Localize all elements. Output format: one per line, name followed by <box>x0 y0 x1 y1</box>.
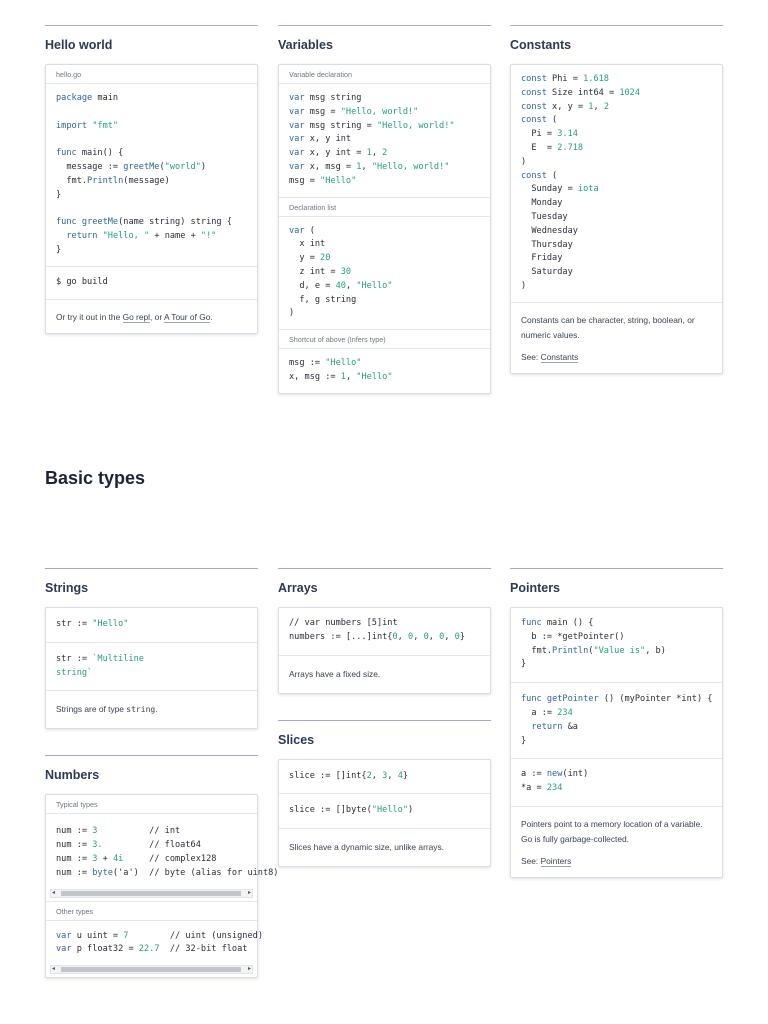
column-right <box>510 568 723 904</box>
horizontal-scrollbar[interactable] <box>50 965 253 974</box>
card-title: Arrays <box>278 568 491 603</box>
code-block <box>279 84 490 197</box>
code-panel <box>278 607 491 694</box>
code-line: const Size int64 = 1024 <box>521 87 641 98</box>
code-line: } <box>56 189 62 200</box>
constants-link[interactable]: Constants <box>540 351 579 362</box>
code-line: var x, y int <box>289 134 352 145</box>
code-line: msg = "Hello" <box>289 175 357 186</box>
section-heading-basic-types: Basic types <box>45 468 146 488</box>
code-line: Pi = 3.14 <box>521 129 578 140</box>
code-line: ) <box>521 156 527 167</box>
code-line: func main() { <box>56 148 124 159</box>
code-caption: Shortcut of above (Infers type) <box>279 330 490 349</box>
code-line: str := `Multiline <box>56 653 144 664</box>
scrollbar-thumb[interactable] <box>61 967 241 972</box>
code-block <box>46 921 263 966</box>
code-block <box>46 814 279 888</box>
code-line: x, msg := 1, "Hello" <box>289 371 393 382</box>
code-line: Sunday = iota <box>521 184 599 195</box>
shell-command: $ go build <box>56 276 108 287</box>
code-block <box>46 643 257 691</box>
code-block <box>279 760 490 794</box>
card-variables <box>278 25 491 420</box>
scroll-right-icon[interactable]: ▸ <box>247 889 251 896</box>
code-line: Friday <box>521 253 563 264</box>
code-caption: Variable declaration <box>279 65 490 84</box>
code-line: ) <box>521 280 527 291</box>
card-title: Hello world <box>45 25 258 60</box>
card-note: Slices have a dynamic size, unlike arrays. <box>289 842 445 853</box>
code-line: const ( <box>521 115 558 126</box>
code-line: Monday <box>521 198 563 209</box>
card-arrays <box>278 568 491 694</box>
scroll-left-icon[interactable]: ◂ <box>52 966 56 973</box>
card-title: Variables <box>278 25 491 60</box>
code-line: x int <box>289 239 326 250</box>
code-line: Saturday <box>521 267 573 278</box>
code-line: var u uint = 7 // uint (unsigned) <box>56 930 263 941</box>
code-block <box>511 759 722 806</box>
scroll-right-icon[interactable]: ▸ <box>247 966 251 973</box>
code-line: var x, msg = 1, "Hello, world!" <box>289 161 450 172</box>
code-line: var msg string = "Hello, world!" <box>289 120 455 131</box>
code-line: ) <box>289 308 295 319</box>
card-hello-world <box>45 25 258 360</box>
code-line: var msg string <box>289 93 362 103</box>
code-line: slice := []int{2, 3, 4} <box>289 770 409 781</box>
code-panel <box>278 64 491 394</box>
code-line: str := "Hello" <box>56 619 129 629</box>
code-caption: hello.go <box>46 65 257 84</box>
code-line: fmt.Println("Value is", b) <box>521 645 666 656</box>
code-line: const Phi = 1.618 <box>521 74 609 84</box>
code-line: z int = 30 <box>289 266 352 277</box>
code-line: func greetMe(name string) string { <box>56 217 232 228</box>
code-line: import "fmt" <box>56 120 119 131</box>
code-line: package main <box>56 93 119 103</box>
code-line: return "Hello, " + name + "!" <box>66 230 217 241</box>
code-line: string` <box>56 667 93 678</box>
card-note: Strings are of type string. <box>56 704 158 715</box>
code-line <box>56 202 247 216</box>
code-line: slice := []byte("Hello") <box>289 805 414 816</box>
card-title: Constants <box>510 25 723 60</box>
scroll-left-icon[interactable]: ◂ <box>52 889 56 896</box>
go-repl-link[interactable]: Go repl <box>122 312 151 323</box>
code-line: num := 3. // float64 <box>56 840 201 851</box>
code-line: return &a <box>531 721 578 732</box>
tour-of-go-link[interactable]: A Tour of Go <box>164 312 211 323</box>
code-line: } <box>521 735 527 746</box>
code-caption: Other types <box>46 902 257 921</box>
code-line: f, g string <box>289 294 357 305</box>
code-line: Wednesday <box>521 225 578 236</box>
code-line: } <box>56 244 62 255</box>
code-block <box>279 794 490 828</box>
card-strings <box>45 568 258 729</box>
code-line: } <box>521 659 527 670</box>
code-line: const ( <box>521 170 558 181</box>
code-line: numbers := [...]int{0, 0, 0, 0, 0} <box>289 631 466 642</box>
code-line: num := 3 // int <box>56 826 181 837</box>
card-note: Arrays have a fixed size. <box>289 668 381 679</box>
code-line: num := 3 + 4i // complex128 <box>56 853 217 864</box>
code-line: var ( <box>289 225 315 236</box>
code-line: func getPointer () (myPointer *int) { <box>521 694 713 705</box>
code-block <box>511 683 722 758</box>
code-block <box>279 217 490 330</box>
code-line: y = 20 <box>289 253 331 264</box>
code-line: *a = 234 <box>521 783 563 794</box>
code-line: Tuesday <box>521 211 568 222</box>
code-line: E = 2.718 <box>521 142 584 153</box>
code-panel <box>45 607 258 729</box>
code-block <box>46 84 257 266</box>
card-title: Slices <box>278 720 491 755</box>
code-line: // var numbers [5]int <box>289 618 398 628</box>
code-caption: Declaration list <box>279 198 490 217</box>
code-panel <box>45 64 258 334</box>
card-note: Constants can be character, string, boolean, or numeric values. See: Constants <box>521 314 695 362</box>
code-caption: Typical types <box>46 795 257 814</box>
card-constants <box>510 25 723 400</box>
card-title: Numbers <box>45 755 258 790</box>
code-line: num := byte('a') // byte (alias for uint8) <box>56 867 279 878</box>
code-line: a := 234 <box>521 707 573 718</box>
code-line: var msg = "Hello, world!" <box>289 106 419 117</box>
code-line: var x, y int = 1, 2 <box>289 148 388 159</box>
code-line: message := greetMe("world") <box>56 161 207 172</box>
code-block <box>511 608 722 682</box>
card-pointers <box>510 568 723 878</box>
code-line: const x, y = 1, 2 <box>521 101 610 112</box>
code-line: Thursday <box>521 239 573 250</box>
code-line: msg := "Hello" <box>289 358 362 369</box>
scrollbar-thumb[interactable] <box>61 891 241 896</box>
code-block <box>511 65 722 302</box>
column-middle <box>278 568 491 893</box>
code-line <box>56 133 247 147</box>
code-line <box>56 106 247 120</box>
card-slices <box>278 720 491 868</box>
code-line: d, e = 40, "Hello" <box>289 280 393 291</box>
pointers-link[interactable]: Pointers <box>540 855 572 866</box>
code-panel <box>510 64 723 374</box>
code-line: fmt.Println(message) <box>56 175 170 186</box>
column-left <box>45 568 279 1004</box>
code-block <box>46 608 257 642</box>
code-block <box>279 608 490 655</box>
code-panel <box>45 794 279 978</box>
code-line: var p float32 = 22.7 // 32-bit float <box>56 944 248 955</box>
card-note: Or try it out in the Go repl, or A Tour of Go. <box>56 312 213 323</box>
horizontal-scrollbar[interactable] <box>50 889 253 898</box>
code-line: b := *getPointer() <box>521 631 625 642</box>
card-note: Pointers point to a memory location of a variable. Go is fully garbage-collected. See: Pointers <box>521 818 703 866</box>
card-title: Pointers <box>510 568 723 603</box>
code-line: a := new(int) <box>521 769 589 780</box>
code-line: func main () { <box>521 618 594 628</box>
code-panel <box>510 607 723 878</box>
code-panel <box>278 759 491 868</box>
card-title: Strings <box>45 568 258 603</box>
code-block <box>279 349 490 393</box>
card-numbers <box>45 755 279 978</box>
